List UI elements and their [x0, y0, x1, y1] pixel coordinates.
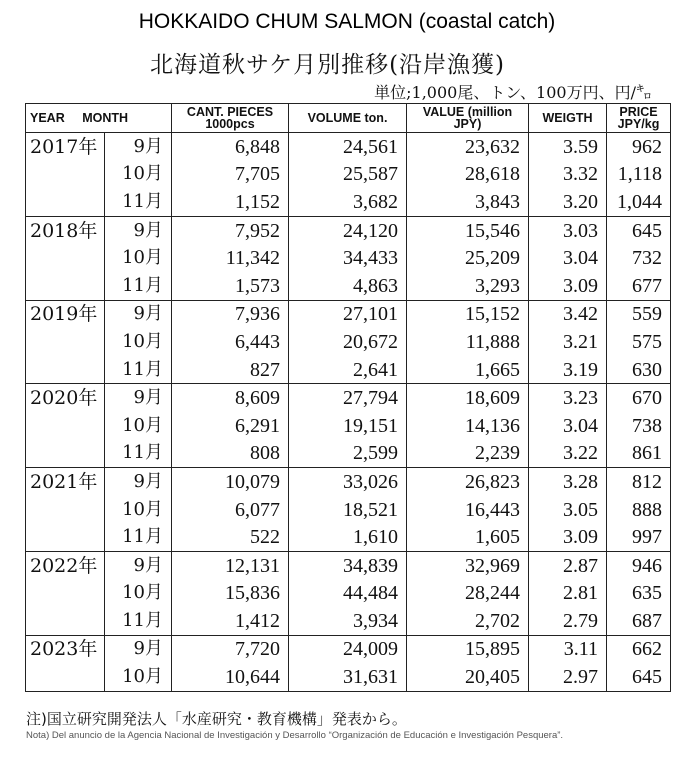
cell-value: 3,843 [407, 188, 529, 216]
cell-month: 10月 [105, 496, 172, 524]
cell-weight: 2.79 [529, 607, 607, 635]
cell-weight: 3.22 [529, 440, 607, 468]
cell-volume: 24,561 [289, 133, 407, 161]
table-row [26, 133, 671, 161]
cell-weight: 3.04 [529, 244, 607, 272]
cell-year [26, 188, 105, 216]
table-row [26, 356, 671, 384]
cell-value: 1,605 [407, 523, 529, 551]
table-row [26, 523, 671, 551]
cell-pieces: 808 [172, 440, 289, 468]
cell-month: 11月 [105, 272, 172, 300]
cell-value: 15,895 [407, 635, 529, 663]
cell-value: 20,405 [407, 663, 529, 691]
cell-weight: 3.04 [529, 412, 607, 440]
cell-price: 677 [607, 272, 671, 300]
cell-pieces: 8,609 [172, 384, 289, 412]
cell-price: 670 [607, 384, 671, 412]
cell-year [26, 523, 105, 551]
header-weight: WEIGTH [529, 104, 607, 133]
cell-month: 11月 [105, 188, 172, 216]
cell-year [26, 607, 105, 635]
cell-value: 26,823 [407, 468, 529, 496]
cell-pieces: 12,131 [172, 551, 289, 579]
table-row [26, 412, 671, 440]
cell-pieces: 15,836 [172, 580, 289, 608]
header-pieces: CANT. PIECES 1000pcs [172, 104, 289, 133]
cell-year [26, 663, 105, 691]
cell-pieces: 10,079 [172, 468, 289, 496]
table-row [26, 551, 671, 579]
cell-volume: 1,610 [289, 523, 407, 551]
cell-pieces: 827 [172, 356, 289, 384]
cell-month: 11月 [105, 607, 172, 635]
header-price: PRICE JPY/kg [607, 104, 671, 133]
header-year-month: YEAR MONTH [26, 104, 172, 133]
cell-pieces: 10,644 [172, 663, 289, 691]
cell-year [26, 272, 105, 300]
cell-weight: 3.09 [529, 523, 607, 551]
source-note-japanese: 注)国立研究開発法人「水産研究・教育機構」発表から。 [26, 710, 407, 728]
title-english: HOKKAIDO CHUM SALMON (coastal catch) [138, 10, 556, 33]
cell-weight: 3.23 [529, 384, 607, 412]
cell-volume: 4,863 [289, 272, 407, 300]
cell-volume: 20,672 [289, 328, 407, 356]
cell-pieces: 7,705 [172, 161, 289, 189]
table-row [26, 272, 671, 300]
cell-value: 3,293 [407, 272, 529, 300]
table-row [26, 440, 671, 468]
cell-month: 10月 [105, 412, 172, 440]
cell-month: 10月 [105, 161, 172, 189]
cell-month: 9月 [105, 133, 172, 161]
cell-pieces: 522 [172, 523, 289, 551]
cell-price: 687 [607, 607, 671, 635]
cell-month: 11月 [105, 440, 172, 468]
unit-label: 単位;1,000尾、トン、100万円、円/㌔ [374, 83, 652, 102]
cell-value: 18,609 [407, 384, 529, 412]
cell-weight: 3.42 [529, 300, 607, 328]
cell-weight: 2.81 [529, 580, 607, 608]
cell-month: 9月 [105, 468, 172, 496]
cell-month: 9月 [105, 551, 172, 579]
cell-weight: 3.59 [529, 133, 607, 161]
cell-volume: 19,151 [289, 412, 407, 440]
cell-price: 738 [607, 412, 671, 440]
cell-year [26, 412, 105, 440]
cell-weight: 3.19 [529, 356, 607, 384]
cell-pieces: 1,152 [172, 188, 289, 216]
cell-weight: 3.28 [529, 468, 607, 496]
cell-volume: 27,101 [289, 300, 407, 328]
cell-value: 1,665 [407, 356, 529, 384]
title-japanese: 北海道秋サケ月別推移(沿岸漁獲) [150, 52, 506, 78]
cell-weight: 3.32 [529, 161, 607, 189]
cell-year: 2019年 [26, 300, 105, 328]
header-row [26, 104, 671, 133]
header-volume: VOLUME ton. [289, 104, 407, 133]
cell-year: 2021年 [26, 468, 105, 496]
cell-year: 2023年 [26, 635, 105, 663]
salmon-catch-table [25, 103, 671, 692]
cell-price: 645 [607, 663, 671, 691]
cell-year [26, 244, 105, 272]
cell-price: 559 [607, 300, 671, 328]
cell-volume: 24,009 [289, 635, 407, 663]
table-row [26, 663, 671, 691]
cell-weight: 2.97 [529, 663, 607, 691]
cell-year: 2018年 [26, 216, 105, 244]
table-body [26, 133, 671, 692]
cell-volume: 2,641 [289, 356, 407, 384]
cell-year: 2020年 [26, 384, 105, 412]
cell-year: 2017年 [26, 133, 105, 161]
cell-volume: 25,587 [289, 161, 407, 189]
cell-price: 635 [607, 580, 671, 608]
table-row [26, 161, 671, 189]
cell-month: 10月 [105, 244, 172, 272]
cell-pieces: 6,848 [172, 133, 289, 161]
cell-month: 10月 [105, 328, 172, 356]
cell-value: 15,152 [407, 300, 529, 328]
table-row [26, 384, 671, 412]
cell-volume: 33,026 [289, 468, 407, 496]
table-row [26, 244, 671, 272]
table-row [26, 300, 671, 328]
table-row [26, 468, 671, 496]
cell-volume: 24,120 [289, 216, 407, 244]
cell-month: 11月 [105, 356, 172, 384]
cell-price: 962 [607, 133, 671, 161]
cell-volume: 34,433 [289, 244, 407, 272]
table-row [26, 188, 671, 216]
cell-weight: 3.11 [529, 635, 607, 663]
cell-value: 25,209 [407, 244, 529, 272]
cell-year [26, 496, 105, 524]
table-row [26, 635, 671, 663]
cell-year [26, 580, 105, 608]
cell-value: 2,702 [407, 607, 529, 635]
cell-value: 14,136 [407, 412, 529, 440]
cell-volume: 18,521 [289, 496, 407, 524]
cell-weight: 3.21 [529, 328, 607, 356]
cell-price: 575 [607, 328, 671, 356]
cell-month: 9月 [105, 384, 172, 412]
table-row [26, 328, 671, 356]
cell-weight: 3.05 [529, 496, 607, 524]
cell-volume: 2,599 [289, 440, 407, 468]
table-row [26, 580, 671, 608]
cell-volume: 3,682 [289, 188, 407, 216]
cell-volume: 31,631 [289, 663, 407, 691]
cell-volume: 44,484 [289, 580, 407, 608]
cell-value: 15,546 [407, 216, 529, 244]
cell-price: 645 [607, 216, 671, 244]
cell-price: 662 [607, 635, 671, 663]
cell-value: 2,239 [407, 440, 529, 468]
cell-year [26, 440, 105, 468]
cell-value: 28,244 [407, 580, 529, 608]
cell-pieces: 7,936 [172, 300, 289, 328]
cell-month: 10月 [105, 663, 172, 691]
cell-price: 732 [607, 244, 671, 272]
cell-month: 9月 [105, 216, 172, 244]
cell-month: 9月 [105, 635, 172, 663]
cell-price: 946 [607, 551, 671, 579]
cell-pieces: 6,077 [172, 496, 289, 524]
cell-year [26, 328, 105, 356]
cell-pieces: 1,412 [172, 607, 289, 635]
cell-year: 2022年 [26, 551, 105, 579]
cell-price: 812 [607, 468, 671, 496]
cell-month: 9月 [105, 300, 172, 328]
table-row [26, 607, 671, 635]
cell-value: 32,969 [407, 551, 529, 579]
cell-year [26, 356, 105, 384]
cell-month: 10月 [105, 580, 172, 608]
cell-weight: 3.09 [529, 272, 607, 300]
header-value: VALUE (million JPY) [407, 104, 529, 133]
cell-weight: 2.87 [529, 551, 607, 579]
cell-month: 11月 [105, 523, 172, 551]
source-note-spanish: Nota) Del anuncio de la Agencia Nacional de Investigación y Desarrollo “Organización de Educación e Investigación Pesquera”. [26, 730, 564, 741]
cell-value: 23,632 [407, 133, 529, 161]
cell-volume: 3,934 [289, 607, 407, 635]
cell-pieces: 7,952 [172, 216, 289, 244]
cell-pieces: 1,573 [172, 272, 289, 300]
cell-pieces: 7,720 [172, 635, 289, 663]
cell-value: 28,618 [407, 161, 529, 189]
cell-value: 11,888 [407, 328, 529, 356]
cell-weight: 3.03 [529, 216, 607, 244]
cell-volume: 34,839 [289, 551, 407, 579]
cell-value: 16,443 [407, 496, 529, 524]
cell-volume: 27,794 [289, 384, 407, 412]
cell-weight: 3.20 [529, 188, 607, 216]
cell-pieces: 6,291 [172, 412, 289, 440]
cell-price: 1,044 [607, 188, 671, 216]
cell-price: 861 [607, 440, 671, 468]
table-row [26, 496, 671, 524]
cell-year [26, 161, 105, 189]
table-row [26, 216, 671, 244]
cell-pieces: 11,342 [172, 244, 289, 272]
cell-price: 1,118 [607, 161, 671, 189]
cell-price: 997 [607, 523, 671, 551]
cell-price: 888 [607, 496, 671, 524]
cell-pieces: 6,443 [172, 328, 289, 356]
cell-price: 630 [607, 356, 671, 384]
